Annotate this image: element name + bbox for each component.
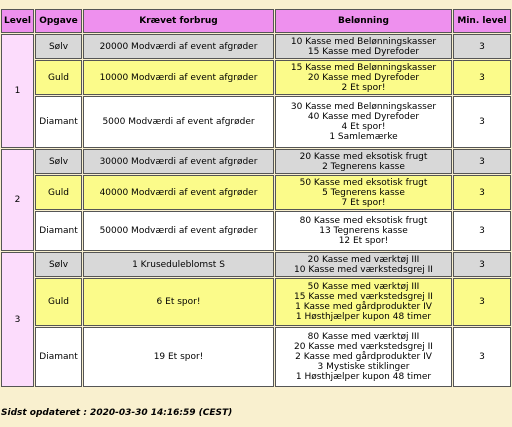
- reward-line: 15 Kasse med Belønningskasser: [290, 62, 437, 73]
- task-cell: Diamant: [35, 96, 82, 148]
- table-row: [1, 149, 511, 174]
- level-cell: 1: [1, 34, 34, 148]
- reward-line: 40 Kasse med Dyrefoder: [307, 112, 420, 122]
- header-required: Krævet forbrug: [83, 9, 274, 33]
- header-min-level: Min. level: [453, 9, 511, 33]
- reward-cell: [275, 252, 452, 277]
- min-level-cell: 3: [453, 96, 511, 148]
- reward-line: 12 Et spor!: [338, 236, 389, 246]
- last-updated-footer: Sidst opdateret : 2020-03-30 14:16:59 (CEST): [1, 408, 233, 418]
- reward-cell: [275, 60, 452, 95]
- task-cell: Sølv: [35, 149, 82, 174]
- reward-line: 20 Kasse med Dyrefoder: [307, 72, 420, 83]
- task-cell: Sølv: [35, 252, 82, 277]
- reward-line: 50 Kasse med værktøj III: [307, 282, 420, 292]
- reward-line: 4 Et spor!: [341, 122, 386, 132]
- reward-line: 2 Kasse med gårdprodukter IV: [295, 352, 432, 362]
- task-cell: Guld: [35, 278, 82, 326]
- task-cell: Guld: [35, 60, 82, 95]
- reward-line: 15 Kasse med Dyrefoder: [307, 46, 420, 57]
- task-cell: Guld: [35, 175, 82, 210]
- table-row: [1, 327, 511, 387]
- table-row: [1, 34, 511, 59]
- reward-line: 10 Kasse med Belønningskasser: [290, 36, 437, 47]
- min-level-cell: 3: [453, 327, 511, 387]
- reward-line: 2 Et spor!: [341, 82, 386, 93]
- header-level: Level: [1, 9, 34, 33]
- reward-cell: [275, 211, 452, 251]
- reward-line: 50 Kasse med eksotisk frugt: [299, 177, 428, 188]
- header-task: Opgave: [35, 9, 82, 33]
- reward-line: 15 Kasse med værkstedsgrej II: [294, 292, 433, 302]
- table-row: [1, 175, 511, 210]
- min-level-cell: 3: [453, 211, 511, 251]
- reward-line: 80 Kasse med værktøj III: [307, 332, 420, 342]
- min-level-cell: 3: [453, 34, 511, 59]
- min-level-cell: 3: [453, 149, 511, 174]
- min-level-cell: 3: [453, 60, 511, 95]
- min-level-cell: 3: [453, 252, 511, 277]
- min-level-cell: 3: [453, 278, 511, 326]
- reward-cell: [275, 278, 452, 326]
- reward-cell: [275, 96, 452, 148]
- reward-line: 1 Samlemærke: [329, 132, 398, 142]
- required-cell: 19 Et spor!: [83, 327, 274, 387]
- reward-line: 5 Tegnerens kasse: [322, 187, 405, 198]
- required-cell: 1 Kruseduleblomst S: [83, 252, 274, 277]
- reward-cell: [275, 327, 452, 387]
- reward-line: 7 Et spor!: [341, 197, 386, 208]
- reward-line: 1 Høsthjælper kupon 48 timer: [295, 312, 432, 322]
- task-cell: Diamant: [35, 211, 82, 251]
- reward-line: 1 Kasse med gårdprodukter IV: [295, 302, 432, 312]
- table-row: [1, 252, 511, 277]
- header-reward: Belønning: [275, 9, 452, 33]
- reward-line: 80 Kasse med eksotisk frugt: [299, 216, 428, 226]
- task-cell: Diamant: [35, 327, 82, 387]
- reward-line: 2 Tegnerens kasse: [322, 161, 405, 172]
- reward-line: 1 Høsthjælper kupon 48 timer: [295, 372, 432, 382]
- table-row: [1, 96, 511, 148]
- reward-line: 10 Kasse med værkstedsgrej II: [294, 264, 433, 275]
- min-level-cell: 3: [453, 175, 511, 210]
- table-row: [1, 211, 511, 251]
- required-cell: 50000 Modværdi af event afgrøder: [83, 211, 274, 251]
- reward-line: 30 Kasse med Belønningskasser: [290, 102, 437, 112]
- required-cell: 10000 Modværdi af event afgrøder: [83, 60, 274, 95]
- reward-line: 20 Kasse med eksotisk frugt: [299, 151, 428, 162]
- rewards-table: [0, 8, 512, 388]
- required-cell: 40000 Modværdi af event afgrøder: [83, 175, 274, 210]
- reward-line: 20 Kasse med værkstedsgrej II: [294, 342, 433, 352]
- task-cell: Sølv: [35, 34, 82, 59]
- table-row: [1, 278, 511, 326]
- reward-cell: [275, 175, 452, 210]
- header-row: [1, 9, 511, 33]
- reward-cell: [275, 149, 452, 174]
- required-cell: 30000 Modværdi af event afgrøder: [83, 149, 274, 174]
- required-cell: 6 Et spor!: [83, 278, 274, 326]
- reward-cell: [275, 34, 452, 59]
- level-cell: 2: [1, 149, 34, 251]
- required-cell: 20000 Modværdi af event afgrøder: [83, 34, 274, 59]
- reward-line: 3 Mystiske stiklinger: [317, 362, 410, 372]
- reward-line: 13 Tegnerens kasse: [319, 226, 408, 236]
- required-cell: 5000 Modværdi af event afgrøder: [83, 96, 274, 148]
- table-row: [1, 60, 511, 95]
- reward-line: 20 Kasse med værktøj III: [307, 254, 420, 265]
- level-cell: 3: [1, 252, 34, 387]
